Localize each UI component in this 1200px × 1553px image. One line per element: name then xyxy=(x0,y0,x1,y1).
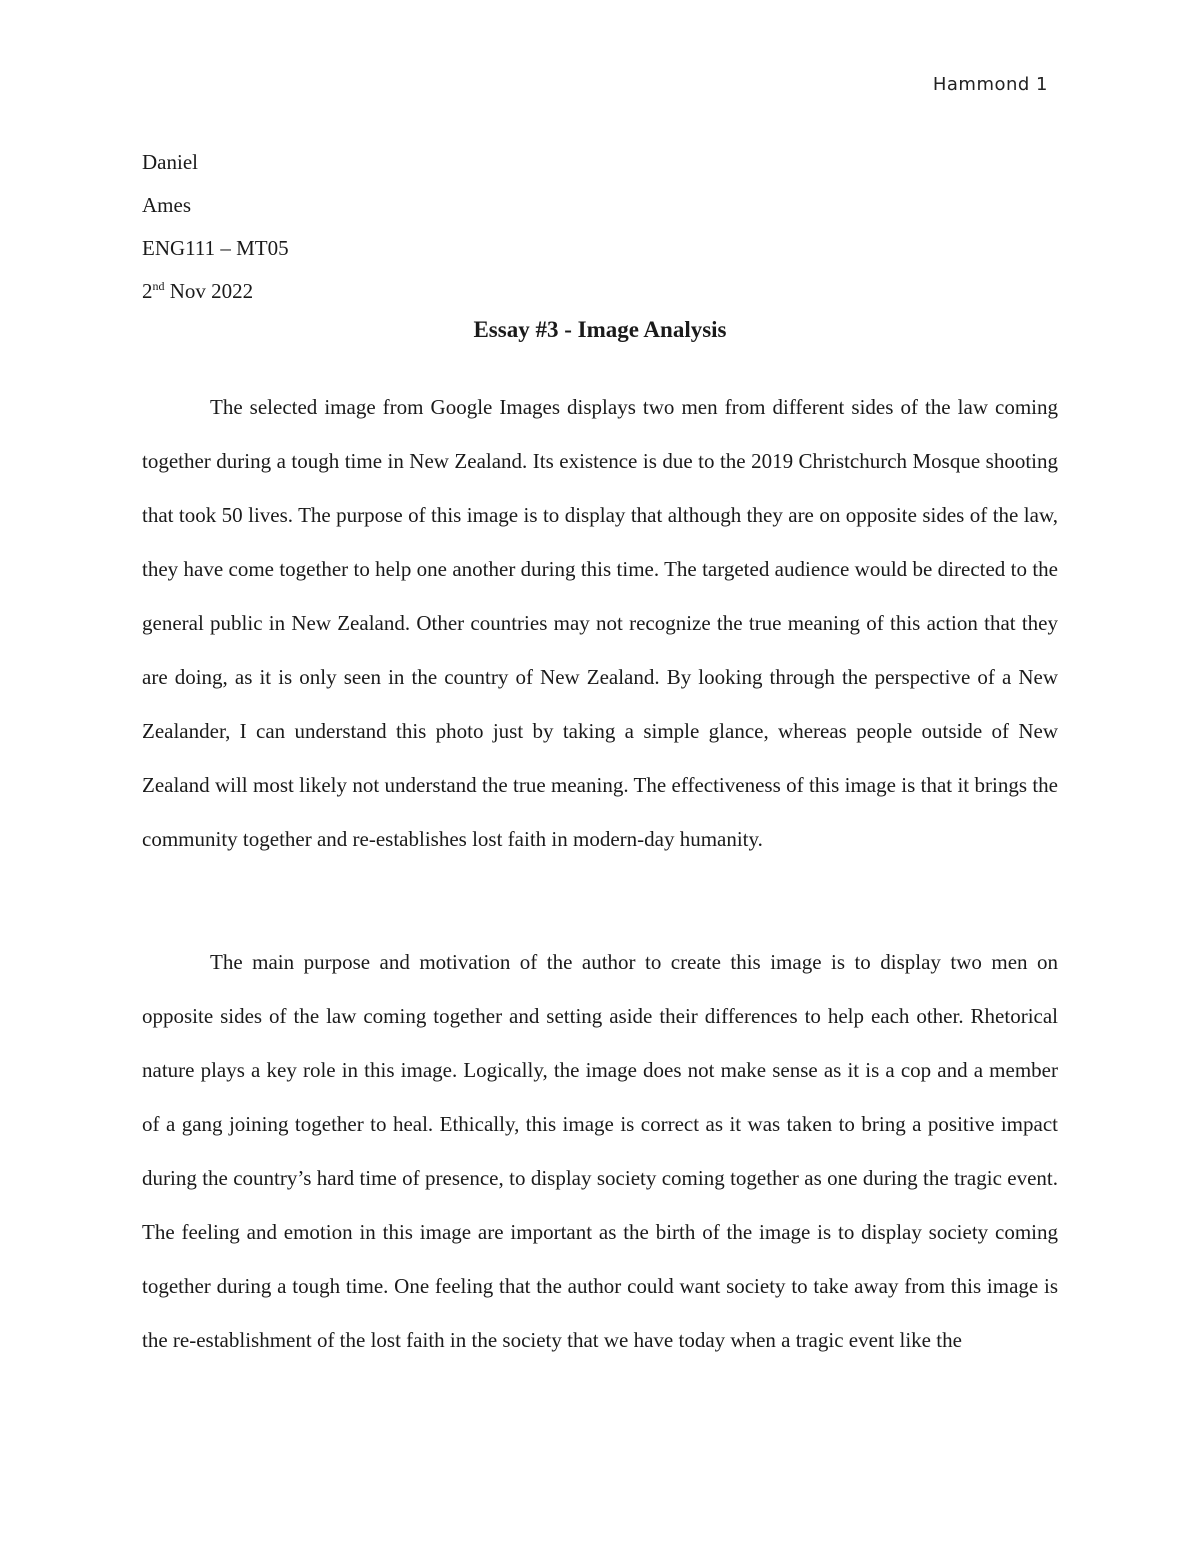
running-head: Hammond 1 xyxy=(932,74,1048,95)
date-month-year: Nov 2022 xyxy=(164,279,254,303)
essay-date xyxy=(142,270,289,313)
essay-title: Essay #3 - Image Analysis xyxy=(473,317,727,342)
body-paragraph-2 xyxy=(142,935,1058,1367)
mla-heading-block xyxy=(142,141,289,313)
date-day: 2 xyxy=(142,279,153,303)
student-last-name: Ames xyxy=(142,193,191,217)
course-code: ENG111 – MT05 xyxy=(142,236,289,260)
paragraph-2-text: The main purpose and motivation of the author to create this image is to display two men on opposite sides of the law coming together and setting aside their differences to help each other. Rhetorical nature plays a key role in this image. Logically, the image does not make sense as it is a cop and a member of a gang joining together to heal. Ethically, this image is correct as it was taken to bring a positive impact during the country’s hard time of presence, to display society coming together as one during the tragic event. The feeling and emotion in this image are important as the birth of the image is to display society coming together during a tough time. One feeling that the author could want society to take away from this image is the re-establishment of the lost faith in the society that we have today when a tragic event like the xyxy=(142,950,1058,1352)
body-paragraph-1 xyxy=(142,380,1058,866)
date-suffix: nd xyxy=(152,279,165,293)
student-first-name: Daniel xyxy=(142,150,198,174)
paragraph-1-text: The selected image from Google Images displays two men from different sides of the law coming together during a tough time in New Zealand. Its existence is due to the 2019 Christchurch Mosque shooting that took 50 lives. The purpose of this image is to display that although they are on opposite sides of the law, they have come together to help one another during this time. The targeted audience would be directed to the general public in New Zealand. Other countries may not recognize the true meaning of this action that they are doing, as it is only seen in the country of New Zealand. By looking through the perspective of a New Zealander, I can understand this photo just by taking a simple glance, whereas people outside of New Zealand will most likely not understand the true meaning. The effectiveness of this image is that it brings the community together and re-establishes lost faith in modern-day humanity. xyxy=(142,395,1058,851)
